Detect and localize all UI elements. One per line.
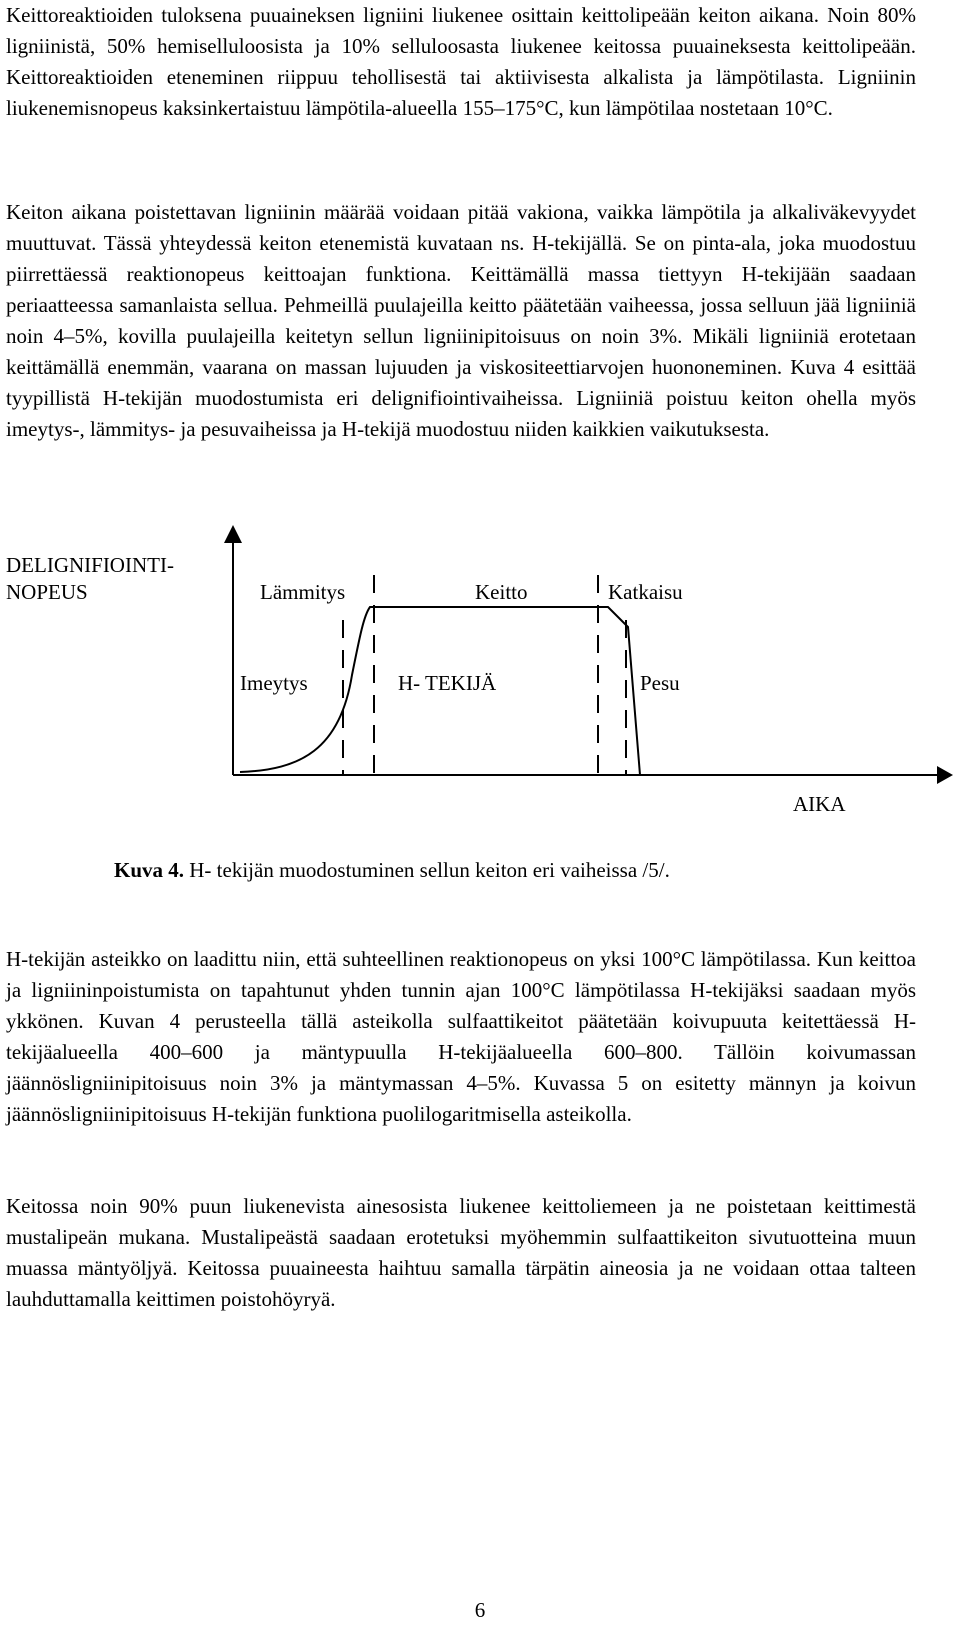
phase-label-imeytys: Imeytys	[240, 671, 308, 695]
figure-h-factor-diagram	[0, 525, 960, 895]
x-axis-arrow	[937, 766, 953, 784]
phase-label-keitto: Keitto	[475, 580, 528, 604]
phase-label-lammitys: Lämmitys	[260, 580, 346, 604]
phase-label-katkaisu: Katkaisu	[608, 580, 683, 604]
paragraph-black-liquor: Keitossa noin 90% puun liukenevista ainesosista liukenee keittoliemeen ja ne poistetaan keittimestä mustalipeän mukana. Mustalipeästä saadaan erotetuksi myöhemmin sulfaattikeiton sivutuotteina muun muassa mäntyöljyä. Keitossa puuaineesta haihtuu samalla tärpätin aineosia ja ne voidaan ottaa talteen lauhduttamalla keittimen poistohöyryä.	[6, 1194, 916, 1311]
phase-label-pesu: Pesu	[640, 671, 680, 695]
caption-text: H- tekijän muodostuminen sellun keiton eri vaiheissa /5/.	[184, 858, 670, 882]
paragraph-intro: Keittoreaktioiden tuloksena puuaineksen ligniini liukenee osittain keittolipeään keiton aikana. Noin 80% ligniinistä, 50% hemiselluloosista ja 10% selluloosasta liukenee keitossa puuaineksesta keittolipeään. Keittoreaktioiden eteneminen riippuu tehollisestä tai aktiivisesta alkalista ja lämpötilasta. Ligniinin liukenemisnopeus kaksinkertaistuu lämpötila-alueella 155–175°C, kun lämpötilaa nostetaan 10°C.	[6, 3, 916, 120]
caption-label: Kuva 4.	[114, 858, 185, 882]
x-axis-label: AIKA	[793, 792, 846, 816]
page-number: 6	[474, 1598, 486, 1622]
y-axis-label-line1: DELIGNIFIOINTI-	[6, 553, 174, 577]
phase-label-h-tekija: H- TEKIJÄ	[398, 671, 497, 695]
y-axis-arrow	[224, 525, 242, 543]
figure-caption	[114, 858, 670, 883]
paragraph-h-scale: H-tekijän asteikko on laadittu niin, että suhteellinen reaktionopeus on yksi 100°C lämpötilassa. Kun keittoa ja ligniininpoistumista on tapahtunut yhden tunnin ajan 100°C lämpötilassa H-tekijäksi saadaan myös ykkönen. Kuvan 4 perusteella tällä asteikolla sulfaattikeitot päätetään koivupuuta keitettäessä H-tekijäalueella 400–600 ja mäntypuulla H-tekijäalueella 600–800. Tällöin koivumassan jäännösligniinipitoisuus noin 3% ja mäntymassan 4–5%. Kuvassa 5 on esitetty männyn ja koivun jäännösligniinipitoisuus H-tekijän funktiona puolilogaritmisella asteikolla.	[6, 947, 916, 1126]
y-axis-label-line2: NOPEUS	[6, 580, 88, 604]
paragraph-h-factor: Keiton aikana poistettavan ligniinin määrää voidaan pitää vakiona, vaikka lämpötila ja alkaliväkevyydet muuttuvat. Tässä yhteydessä keiton etenemistä kuvataan ns. H-tekijällä. Se on pinta-ala, joka muodostuu piirrettäessä reaktionopeus keittoajan funktiona. Keittämällä massa tiettyyn H-tekijään saadaan periaatteessa samanlaista sellua. Pehmeillä puulajeilla keitto päätetään vaiheessa, jossa selluun jää ligniiniä noin 4–5%, kovilla puulajeilla keitetyn sellun ligniinipitoisuus on noin 3%. Mikäli ligniiniä erotetaan keittämällä enemmän, vaarana on massan lujuuden ja viskositeettiarvojen huononeminen. Kuva 4 esittää tyypillistä H-tekijän muodostumista eri delignifiointivaiheissa. Ligniiniä poistuu keiton ohella myös imeytys-, lämmitys- ja pesuvaiheissa ja H-tekijä muodostuu niiden kaikkien vaikutuksesta.	[6, 200, 916, 441]
